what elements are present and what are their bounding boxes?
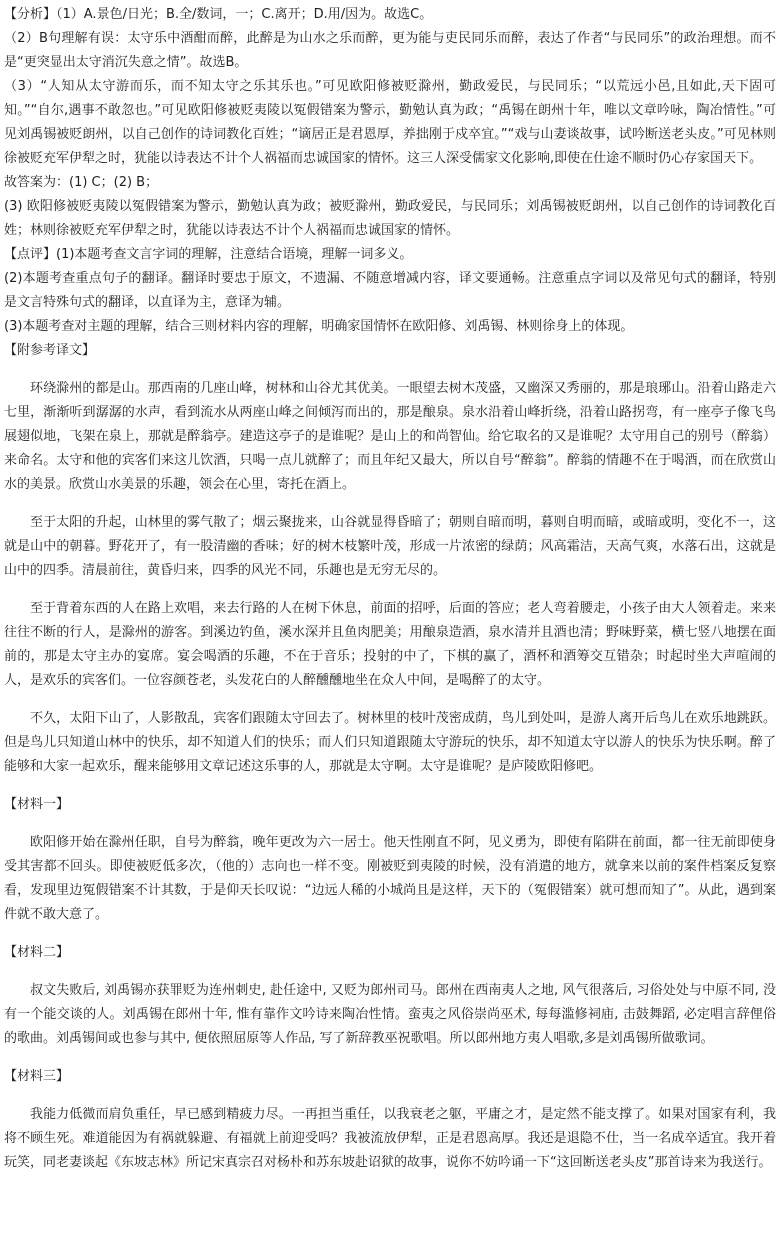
material-three-text: 我能力低微而肩负重任，早已感到精疲力尽。一再担当重任，以我衰老之躯，平庸之才，是定然不能支撑了。如果对国家有利，我将不顾生死。难道能因为有祸就躲避、有福就上前迎受吗？我被流放伊犁，正是君恩高厚。我还是退隐不仕，当一名成卒适宜。我开着玩笑，同老妻谈起《东坡志林》所记宋真宗召对杨朴和苏东坡赴诏狱的故事，说你不妨吟诵一下“这回断送老头皮”那首诗来为我送行。 <box>4 1107 776 1170</box>
comment-line-3: (3)本题考查对主题的理解，结合三则材料内容的理解，明确家国情怀在欧阳修、刘禹锡、林则徐身上的体现。 <box>4 319 634 334</box>
translation-paragraph-4: 不久，太阳下山了，人影散乱，宾客们跟随太守回去了。树林里的枝叶茂密成荫，鸟儿到处叫，是游人离开后鸟儿在欢乐地跳跃。但是鸟儿只知道山林中的快乐，却不知道人们的快乐；而人们只知道跟随太守游玩的快乐，却不知道太守以游人的快乐为快乐啊。醉了能够和大家一起欢乐，醒来能够用文章记述这乐事的人，那就是太守啊。太守是谁呢？是庐陵欧阳修吧。 <box>4 711 776 774</box>
analysis-section <box>4 3 776 243</box>
comment-section <box>4 243 776 339</box>
answer-line-1: 故答案为：(1) C；(2) B； <box>4 175 159 190</box>
material-two-section <box>4 941 776 1051</box>
material-two-heading: 【材料二】 <box>4 945 70 960</box>
analysis-line-2: （2）B句理解有误：太守乐中酒酣而醉，此醉是为山水之乐而醉，更为能与吏民同乐而醉，表达了作者“与民同乐”的政治理想。而不是“更突显出太守消沉失意之情”。故选B。 <box>4 31 776 70</box>
material-three-heading: 【材料三】 <box>4 1069 70 1084</box>
material-one-section <box>4 793 776 927</box>
material-three-section <box>4 1065 776 1175</box>
translation-paragraph-3: 至于背着东西的人在路上欢唱，来去行路的人在树下休息，前面的招呼，后面的答应；老人弯着腰走，小孩子由大人领着走。来来往往不断的行人，是滁州的游客。到溪边钓鱼，溪水深并且鱼肉肥美；用酿泉造酒，泉水清并且酒也清；野味野菜，横七竖八地摆在面前的，那是太守主办的宴席。宴会喝酒的乐趣，不在于音乐；投射的中了，下棋的赢了，酒杯和酒筹交互错杂；时起时坐大声喧闹的人，是欢乐的宾客们。一位容颜苍老，头发花白的人醉醺醺地坐在众人中间，是喝醉了的太守。 <box>4 601 776 688</box>
material-two-text: 叔文失败后, 刘禹锡亦获罪贬为连州刺史, 赴任途中, 又贬为郎州司马。郎州在西南夷人之地, 风气很落后, 习俗处处与中原不同, 没有一个能交谈的人。刘禹锡在郎州十年, 惟有靠作文吟诗来陶冶性情。蛮夷之风俗崇尚巫术, 每每滥修祠庙, 击鼓舞蹈, 必定唱言辞俚俗的歌曲。刘禹锡间或也参与其中, 便依照屈原等人作品, 写了新辞教巫祝歌唱。所以郎州地方夷人唱歌,多是刘禹锡所做歌词。 <box>4 983 776 1046</box>
analysis-line-3: （3）“人知从太守游而乐，而不知太守之乐其乐也。”可见欧阳修被贬滁州，勤政爱民，与民同乐；“以荒远小邑,且如此,天下固可知。”“自尔,遇事不敢忽也。”可见欧阳修被贬夷陵以冤假错案为警示，勤勉认真为政；“禹锡在朗州十年，唯以文章吟咏，陶冶情性。”可见刘禹锡被贬朗州，以自己创作的诗词教化百姓；“谪居正是君恩厚，养拙刚于戍卒宜。”“戏与山妻谈故事，试吟断送老头皮。”可见林则徐被贬充军伊犁之时，犹能以诗表达不计个人祸福而忠诚国家的情怀。这三人深受儒家文化影响,即使在仕途不顺时仍心存家国天下。 <box>4 79 776 166</box>
translation-section <box>4 339 776 779</box>
translation-heading: 【附参考译文】 <box>4 343 96 358</box>
answer-line-2: (3) 欧阳修被贬夷陵以冤假错案为警示，勤勉认真为政；被贬滁州，勤政爱民，与民同乐；刘禹锡被贬朗州，以自己创作的诗词教化百姓；林则徐被贬充军伊犁之时，犹能以诗表达不计个人祸福而忠诚国家的情怀。 <box>4 199 776 238</box>
material-one-text: 欧阳修开始在滁州任职，自号为醉翁，晚年更改为六一居士。他天性刚直不阿，见义勇为，即使有陷阱在前面，都一往无前即使身受其害都不回头。即使被贬低多次，（他的）志向也一样不变。刚被贬到夷陵的时候，没有消遣的地方，就拿来以前的案件档案反复察看，发现里边冤假错案不计其数，于是仰天长叹说：“边远人稀的小城尚且是这样，天下的（冤假错案）就可想而知了”。从此，遇到案件就不敢大意了。 <box>4 835 776 922</box>
material-one-heading: 【材料一】 <box>4 797 70 812</box>
comment-line-2: (2)本题考查重点句子的翻译。翻译时要忠于原文，不遗漏、不随意增减内容，译文要通畅。注意重点字词以及常见句式的翻译，特别是文言特殊句式的翻译，以直译为主，意译为辅。 <box>4 271 776 310</box>
analysis-line-1: 【分析】（1）A.景色/日光；B.全/数词，一；C.离开；D.用/因为。故选C。 <box>4 7 433 22</box>
translation-paragraph-2: 至于太阳的升起，山林里的雾气散了；烟云聚拢来，山谷就显得昏暗了；朝则自暗而明，暮则自明而暗，或暗或明，变化不一，这就是山中的朝暮。野花开了，有一股清幽的香味；好的树木枝繁叶茂，形成一片浓密的绿荫；风高霜洁，天高气爽，水落石出，这就是山中的四季。清晨前往，黄昏归来，四季的风光不同，乐趣也是无穷无尽的。 <box>4 515 776 578</box>
translation-paragraph-1: 环绕滁州的都是山。那西南的几座山峰，树林和山谷尤其优美。一眼望去树木茂盛，又幽深又秀丽的，那是琅琊山。沿着山路走六七里，渐渐听到潺潺的水声，看到流水从两座山峰之间倾泻而出的，那是酿泉。泉水沿着山峰折绕，沿着山路拐弯，有一座亭子像飞鸟展翅似地，飞架在泉上，那就是醉翁亭。建造这亭子的是谁呢？是山上的和尚智仙。给它取名的又是谁呢？太守用自己的别号（醉翁）来命名。太守和他的宾客们来这儿饮酒，只喝一点儿就醉了；而且年纪又最大，所以自号“醉翁”。醉翁的情趣不在于喝酒，而在欣赏山水的美景。欣赏山水美景的乐趣，领会在心里，寄托在酒上。 <box>4 381 776 492</box>
comment-line-1: 【点评】(1)本题考查文言字词的理解，注意结合语境，理解一词多义。 <box>4 247 413 262</box>
